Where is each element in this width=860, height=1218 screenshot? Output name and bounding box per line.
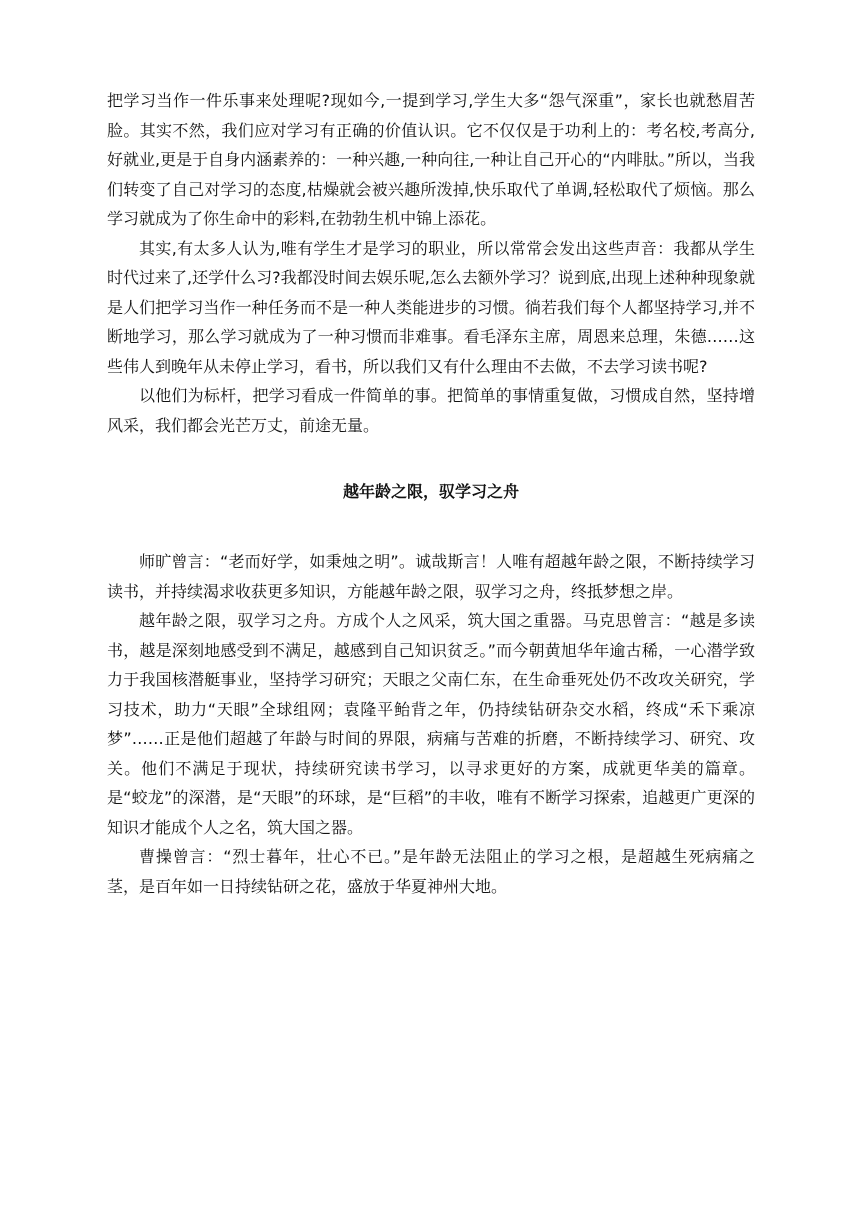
paragraph: 其实,有太多人认为,唯有学生才是学习的职业，所以常常会发出这些声音：我都从学生时代过来了,还学什么习?我都没时间去娱乐呢,怎么去额外学习？说到底,出现上述种种现象就是人们把学习当作一种任务而不是一种人类能进步的习惯。徜若我们每个人都坚持学习,并不断地学习，那么学习就成为了一种习惯而非难事。看毛泽东主席，周恩来总理，朱德……这些伟人到晚年从未停止学习，看书，所以我们又有什么理由不去做，不去学习读书呢? [107,238,755,376]
paragraph: 师旷曾言：“老而好学，如秉烛之明”。诚哉斯言！人唯有超越年龄之限，不断持续学习读书，并持续渴求收获更多知识，方能越年龄之限，驭学习之舟，终抵梦想之岸。 [107,552,755,601]
paragraph: 以他们为标杆，把学习看成一件简单的事。把简单的事情重复做，习惯成自然，坚持增风采，我们都会光芒万丈，前途无量。 [107,386,755,435]
paragraph-continued: 把学习当作一件乐事来处理呢?现如今,一提到学习,学生大多“怨气深重”，家长也就愁眉苦脸。其实不然，我们应对学习有正确的价值认识。它不仅仅是于功利上的：考名校,考高分,好就业,更是于自身内涵素养的：一种兴趣,一种向往,一种让自己开心的“内啡肽。”所以，当我们转变了自己对学习的态度,枯燥就会被兴趣所泼掉,快乐取代了单调,轻松取代了烦恼。那么学习就成为了你生命中的彩料,在勃勃生机中锦上添花。 [107,91,755,228]
essay-title: 越年龄之限，驭学习之舟 [342,482,519,501]
document-body [107,86,755,901]
paragraph: 越年龄之限，驭学习之舟。方成个人之风采，筑大国之重器。马克思曾言：“越是多读书，越是深刻地感受到不满足，越感到自己知识贫乏。”而今朝黄旭华年逾古稀，一心潜学致力于我国核潜艇事业，坚持学习研究；天眼之父南仁东，在生命垂死处仍不改攻关研究，学习技术，助力“天眼”全球组网；袁隆平鲐背之年，仍持续钻研杂交水稻，终成“禾下乘凉梦”……正是他们超越了年龄与时间的界限，病痛与苦难的折磨，不断持续学习、研究、攻关。他们不满足于现状，持续研究读书学习，以寻求更好的方案，成就更华美的篇章。是“蛟龙”的深潜，是“天眼”的环球，是“巨稻”的丰收，唯有不断学习探索，追越更广更深的知识才能成个人之名，筑大国之器。 [107,611,755,837]
paragraph: 曹操曾言：“烈士暮年，壮心不已。”是年龄无法阻止的学习之根，是超越生死病痛之茎，是百年如一日持续钻研之花，盛放于华夏神州大地。 [107,847,755,896]
